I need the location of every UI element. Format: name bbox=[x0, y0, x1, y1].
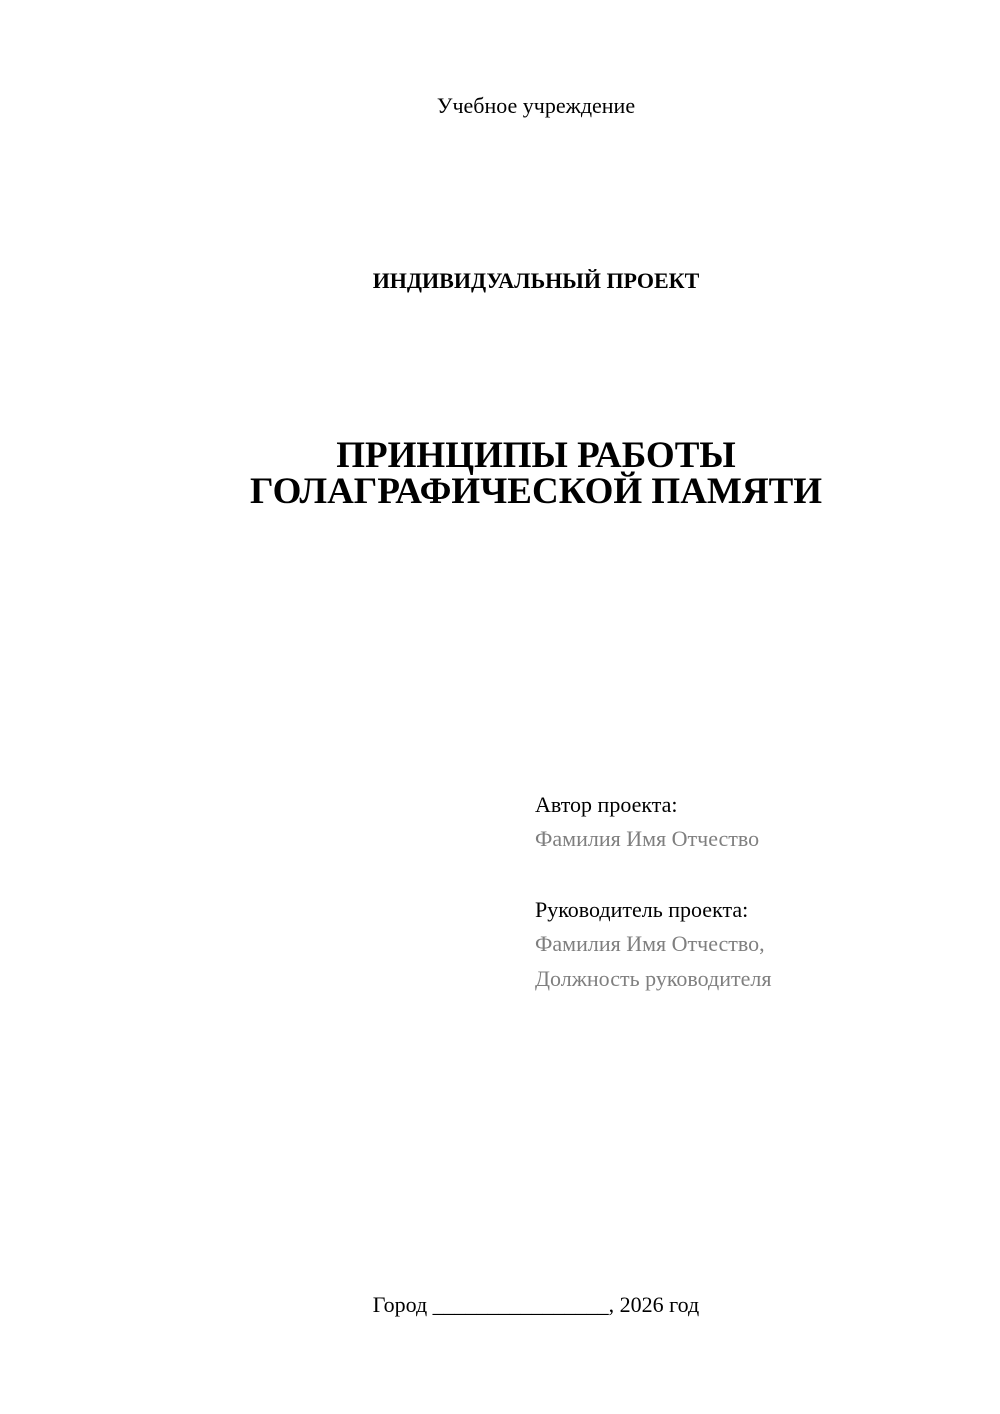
project-title bbox=[0, 435, 1000, 512]
supervisor-position-placeholder: Должность руководителя bbox=[535, 966, 772, 991]
city-year-footer: Город ________________, 2026 год bbox=[372, 1292, 700, 1317]
author-label: Автор проекта: bbox=[535, 792, 678, 817]
institution-name: Учебное учреждение bbox=[436, 93, 636, 118]
project-title-line-1: ПРИНЦИПЫ РАБОТЫ bbox=[336, 435, 736, 476]
author-name-placeholder: Фамилия Имя Отчество bbox=[535, 826, 760, 851]
project-title-line-2: ГОЛАГРАФИЧЕСКОЙ ПАМЯТИ bbox=[249, 471, 823, 512]
supervisor-label: Руководитель проекта: bbox=[535, 897, 749, 922]
supervisor-name-placeholder: Фамилия Имя Отчество, bbox=[535, 931, 765, 956]
project-type-heading: ИНДИВИДУАЛЬНЫЙ ПРОЕКТ bbox=[372, 268, 700, 293]
